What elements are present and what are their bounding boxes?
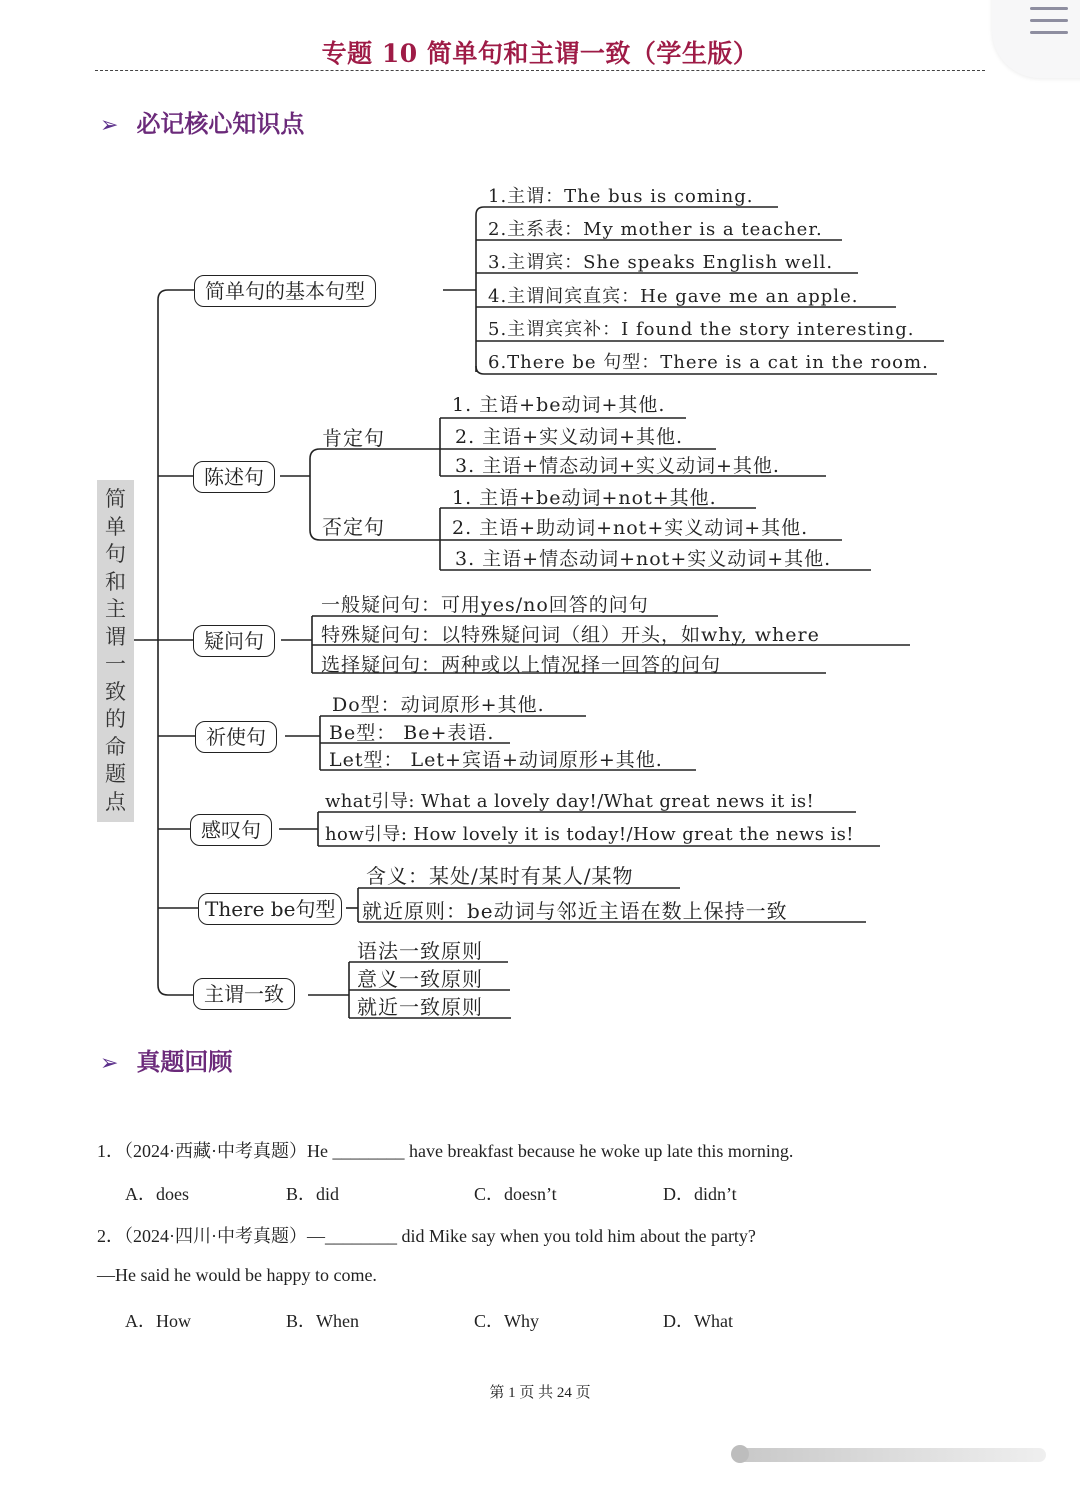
arrow-bullet-icon: ➢	[100, 113, 119, 138]
question-2-stem-reply: —He said he would be happy to come.	[97, 1265, 377, 1285]
question-2-stem: 2．（2024·四川·中考真题）—________ did Mike say when you told him about the party?	[97, 1226, 756, 1246]
therebe-item-1: 含义：某处/某时有某人/某物	[366, 864, 634, 888]
node-negative: 否定句	[322, 515, 385, 539]
basic-item-5: 5.主谓宾宾补：I found the story interesting.	[488, 319, 915, 340]
page-title: 专题 10 简单句和主谓一致（学生版）	[321, 39, 759, 68]
node-exclamatory: 感叹句	[190, 814, 272, 846]
negative-item-1: 1. 主语+be动词+not+其他.	[452, 487, 717, 509]
basic-item-3: 3.主谓宾：She speaks English well.	[488, 252, 834, 273]
positive-item-2: 2. 主语+实义动词+其他.	[455, 426, 684, 448]
horizontal-scrollbar[interactable]	[730, 1444, 1048, 1470]
node-interrogative: 疑问句	[193, 625, 275, 657]
section-heading-knowledge: ➢ 必记核心知识点	[100, 110, 305, 138]
question-1-option-d: D．didn’t	[663, 1184, 737, 1204]
basic-item-1: 1.主谓：The bus is coming.	[488, 186, 754, 207]
page-number: 第 1 页 共 24 页	[489, 1385, 591, 1401]
agreement-item-1: 语法一致原则	[357, 939, 483, 963]
node-there-be: There be句型	[198, 893, 342, 925]
question-1-option-a: A．does	[125, 1184, 189, 1204]
question-2-option-c: C．Why	[474, 1311, 539, 1331]
imperative-item-1: Do型：动词原形+其他.	[332, 694, 545, 716]
agreement-item-3: 就近一致原则	[357, 995, 483, 1019]
positive-item-1: 1. 主语+be动词+其他.	[452, 394, 666, 416]
exclamatory-item-2: how引导: How lovely it is today!/How great the news is!	[325, 824, 854, 845]
question-2-option-b: B．When	[286, 1311, 359, 1331]
question-2-option-a: A．How	[125, 1311, 191, 1331]
positive-item-3: 3. 主语+情态动词+实义动词+其他.	[455, 455, 780, 477]
node-positive: 肯定句	[322, 426, 385, 450]
arrow-bullet-icon: ➢	[100, 1051, 119, 1076]
basic-item-6: 6.There be 句型：There is a cat in the room.	[488, 352, 929, 373]
node-imperative: 祈使句	[195, 721, 277, 753]
exclamatory-item-1: what引导: What a lovely day!/What great news it is!	[325, 791, 815, 812]
node-agreement: 主谓一致	[193, 978, 295, 1010]
node-declarative: 陈述句	[193, 461, 275, 493]
agreement-item-2: 意义一致原则	[357, 967, 483, 991]
therebe-item-2: 就近原则：be动词与邻近主语在数上保持一致	[362, 899, 788, 923]
negative-item-2: 2. 主语+助动词+not+实义动词+其他.	[452, 517, 809, 539]
imperative-item-3: Let型： Let+宾语+动词原形+其他.	[329, 749, 663, 771]
interrogative-item-3: 选择疑问句：两种或以上情况择一回答的问句	[321, 654, 722, 676]
basic-item-2: 2.主系表：My mother is a teacher.	[488, 219, 823, 240]
imperative-item-2: Be型： Be+表语.	[329, 722, 495, 744]
mindmap-root: 简 单 句 和 主 谓 一 致 的 命 题 点	[97, 480, 134, 822]
basic-item-4: 4.主谓间宾直宾：He gave me an apple.	[488, 286, 859, 307]
question-2-option-d: D．What	[663, 1311, 733, 1331]
scroll-handle-icon	[731, 1445, 749, 1463]
question-1-stem: 1．（2024·西藏·中考真题）He ________ have breakfast because he woke up late this morning.	[97, 1141, 794, 1161]
node-basic-patterns: 简单句的基本句型	[194, 275, 376, 307]
section-heading-past-exams: ➢ 真题回顾	[100, 1048, 233, 1076]
negative-item-3: 3. 主语+情态动词+not+实义动词+其他.	[455, 548, 832, 570]
question-1-option-b: B．did	[286, 1184, 340, 1204]
interrogative-item-1: 一般疑问句：可用yes/no回答的问句	[321, 594, 649, 616]
interrogative-item-2: 特殊疑问句：以特殊疑问词（组）开头，如why, where	[321, 624, 820, 646]
question-1-option-c: C．doesn’t	[474, 1184, 557, 1204]
